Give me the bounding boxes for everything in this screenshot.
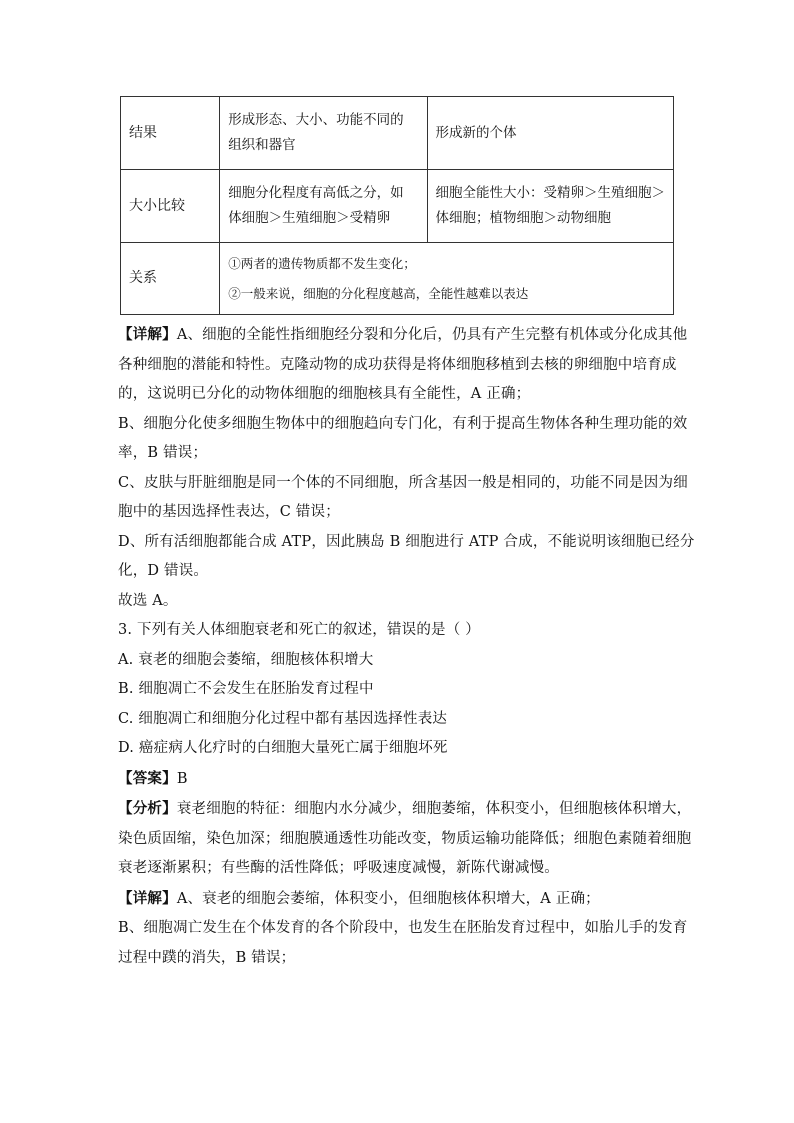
solution-text	[118, 320, 695, 973]
cell-line: 细胞全能性大小：受精卵＞生殖细胞＞	[435, 185, 665, 201]
analysis-paragraph	[118, 794, 692, 884]
comparison-table	[120, 96, 674, 315]
option-b: B. 细胞凋亡不会发生在胚胎发育过程中	[118, 681, 374, 697]
text-line: 染色质固缩，染色加深；细胞膜通透性功能改变，物质运输功能降低；细胞色素随着细胞	[118, 830, 692, 847]
option-a: A. 衰老的细胞会萎缩，细胞核体积增大	[118, 651, 374, 668]
table-cell	[220, 97, 427, 170]
text-line: B、细胞凋亡发生在个体发育的各个阶段中，也发生在胚胎发育过程中，如胎儿手的发育	[118, 920, 688, 936]
text-line	[118, 794, 692, 825]
detail2-paragraph	[118, 884, 678, 915]
text-line: 化，D 错误。	[118, 563, 209, 579]
table-row	[121, 243, 674, 315]
text-line: 的，这说明已分化的动物体细胞的细胞核具有全能性，A 正确；	[118, 386, 531, 402]
text-line: 过程中蹼的消失，B 错误；	[118, 949, 296, 966]
detail-tag: 【详解】	[118, 326, 177, 343]
row-header: 大小比较	[121, 170, 220, 243]
text-span: 衰老细胞的特征：细胞内水分减少，细胞萎缩，体积变小，但细胞核体积增大，	[176, 801, 692, 817]
text-span: A、细胞的全能性指细胞经分裂和分化后，仍具有产生完整有机体或分化成其他	[176, 327, 688, 343]
answer-value: B	[176, 770, 188, 787]
question-stem	[118, 616, 678, 646]
table-cell	[220, 170, 427, 243]
table-cell-relation	[220, 243, 674, 315]
answer-tag: 【答案】	[118, 769, 177, 787]
cell-line: 形成形态、大小、功能不同的	[228, 112, 404, 128]
cell-line: 形成新的个体	[435, 124, 517, 141]
conclusion	[118, 587, 678, 617]
cell-line: 细胞分化程度有高低之分，如	[228, 185, 404, 201]
text-line: 胞中的基因选择性表达，C 错误；	[118, 504, 340, 520]
option-c: C. 细胞凋亡和细胞分化过程中都有基因选择性表达	[118, 710, 448, 727]
text-line: 3. 下列有关人体细胞衰老和死亡的叙述，错误的是（ ）	[118, 622, 480, 638]
cell-line: ①两者的遗传物质都不发生变化；	[228, 255, 416, 271]
text-line	[118, 884, 678, 915]
detail-paragraph	[118, 320, 688, 410]
option-c-paragraph	[118, 469, 688, 528]
text-line: 率，B 错误；	[118, 445, 208, 461]
detail2-b-paragraph	[118, 914, 688, 973]
row-header: 关系	[121, 243, 220, 315]
option-d: D. 癌症病人化疗时的白细胞大量死亡属于细胞坏死	[118, 740, 448, 756]
table-row	[121, 170, 674, 243]
text-line: D、所有活细胞都能合成 ATP，因此胰岛 B 细胞进行 ATP 合成，不能说明该细胞已经分	[118, 533, 695, 550]
cell-line: 体细胞；植物细胞＞动物细胞	[435, 210, 611, 226]
text-line: C、皮肤与肝脏细胞是同一个体的不同细胞，所含基因一般是相同的，功能不同是因为细	[118, 474, 688, 491]
cell-line: 组织和器官	[228, 137, 296, 153]
text-line: 各种细胞的潜能和特性。克隆动物的成功获得是将体细胞移植到去核的卵细胞中培育成	[118, 356, 677, 373]
text-line	[118, 764, 678, 795]
row-header: 结果	[121, 97, 220, 170]
detail-tag: 【详解】	[118, 889, 177, 907]
text-line	[118, 320, 688, 351]
text-line: B、细胞分化使多细胞生物体中的细胞趋向专门化，有利于提高生物体各种生理功能的效	[118, 415, 688, 432]
cell-line: ②一般来说，细胞的分化程度越高，全能性越难以表达	[228, 285, 529, 301]
table-row	[121, 97, 674, 170]
question-options	[118, 646, 678, 764]
text-line: 衰老逐渐累积；有些酶的活性降低；呼吸速度减慢，新陈代谢减慢。	[118, 860, 559, 876]
option-d-paragraph	[118, 528, 695, 587]
table-cell	[427, 97, 674, 170]
text-line: 故选 A。	[118, 592, 178, 609]
answer-line	[118, 764, 678, 795]
cell-line: 体细胞＞生殖细胞＞受精卵	[228, 210, 391, 226]
analysis-tag: 【分析】	[118, 800, 177, 817]
table-cell	[427, 170, 674, 243]
text-span: A、衰老的细胞会萎缩，体积变小，但细胞核体积增大，A 正确；	[176, 890, 600, 907]
option-b-paragraph	[118, 410, 688, 469]
